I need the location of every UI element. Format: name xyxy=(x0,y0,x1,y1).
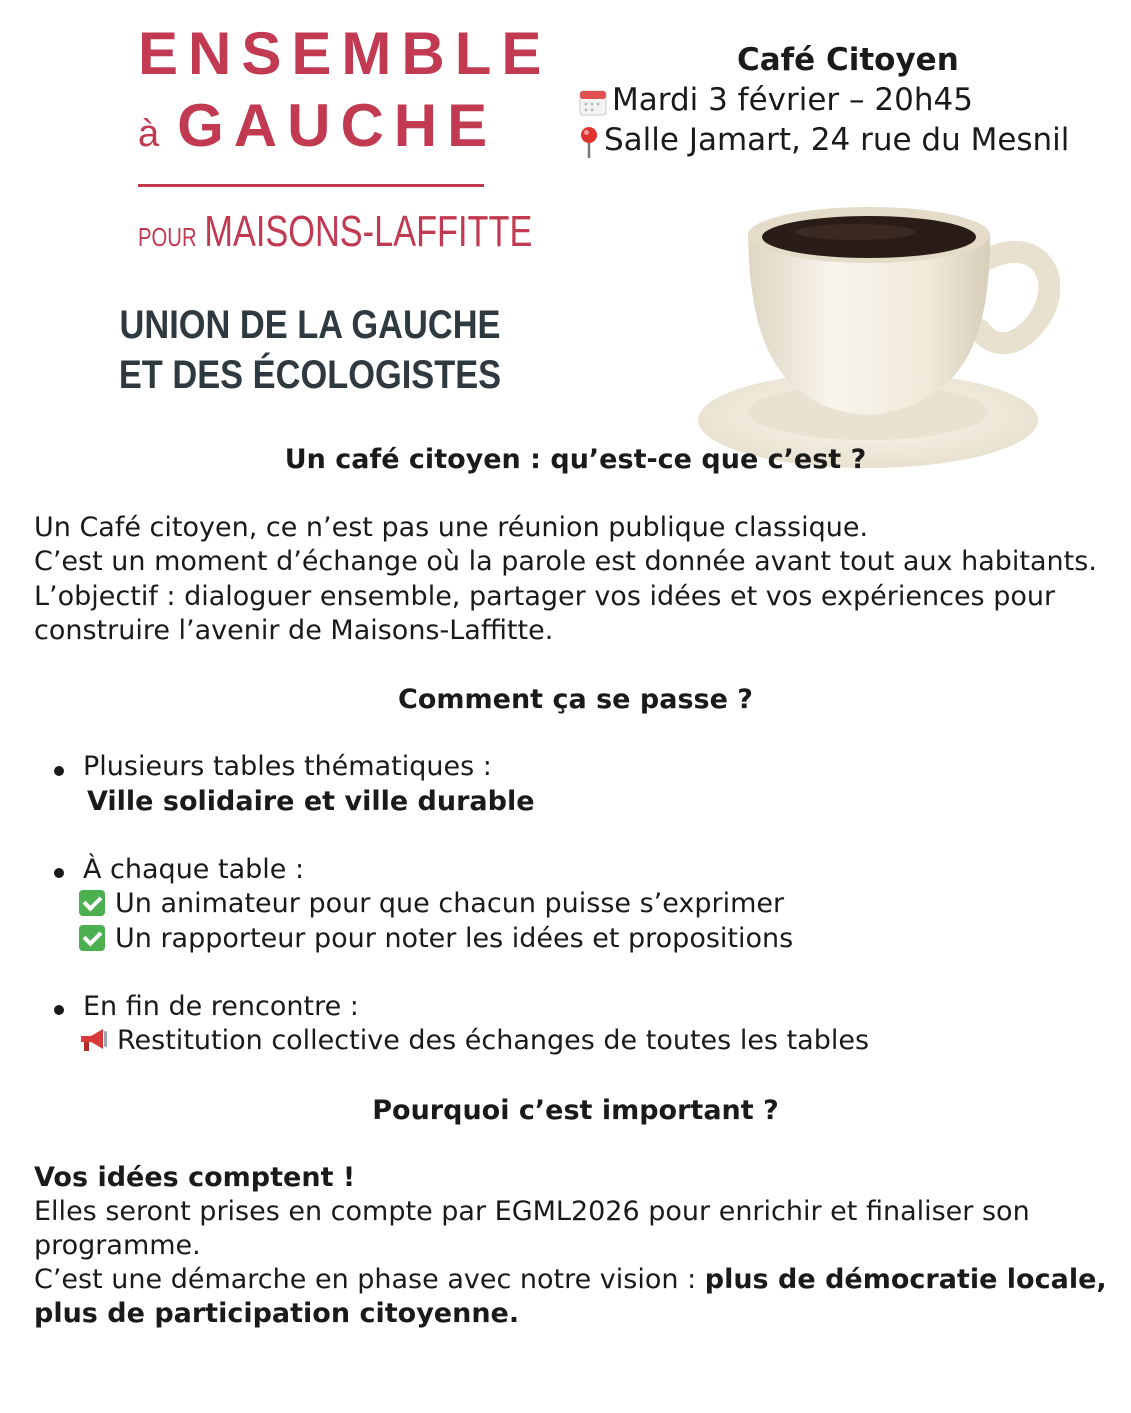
why-line-2: programme. xyxy=(34,1230,201,1261)
why-lead: Vos idées comptent ! xyxy=(34,1162,356,1193)
check-item-text: Un animateur pour que chacun puisse s’exprimer xyxy=(115,888,785,919)
section-heading-what: Un café citoyen : qu’est-ce que c’est ? xyxy=(284,444,867,475)
check-icon xyxy=(79,925,105,951)
union-title: UNION DE LA GAUCHE ET DES ÉCOLOGISTES xyxy=(118,303,502,397)
event-title: Café Citoyen xyxy=(737,42,959,78)
logo-divider xyxy=(138,184,484,187)
event-date xyxy=(578,80,973,120)
bullet-tables-detail: Ville solidaire et ville durable xyxy=(87,786,535,817)
logo-line-ensemble: ENSEMBLE xyxy=(138,20,552,87)
logo-a: à xyxy=(138,113,160,155)
logo-gauche-text: GAUCHE xyxy=(177,92,498,159)
bullet-dot xyxy=(54,1005,64,1015)
section-heading-why: Pourquoi c’est important ? xyxy=(372,1095,779,1126)
event-place-text: Salle Jamart, 24 rue du Mesnil xyxy=(604,122,1070,158)
section-heading-how: Comment ça se passe ? xyxy=(398,684,753,715)
bullet-dot xyxy=(54,868,64,878)
logo-line-gauche xyxy=(138,94,497,166)
check-item-animateur xyxy=(79,887,784,922)
why-line-3-normal: C’est une démarche en phase avec notre vision : xyxy=(34,1264,705,1295)
megaphone-item-text: Restitution collective des échanges de toutes les tables xyxy=(117,1025,870,1056)
bullet-each-table-label: À chaque table : xyxy=(83,854,305,885)
logo-pour: POUR xyxy=(138,222,197,252)
why-line-1: Elles seront prises en compte par EGML2026 pour enrichir et finaliser son xyxy=(34,1196,1030,1227)
why-line-4: plus de participation citoyenne. xyxy=(34,1298,520,1329)
intro-line-2: C’est un moment d’échange où la parole est donnée avant tout aux habitants. xyxy=(34,546,1097,577)
check-item-text: Un rapporteur pour noter les idées et propositions xyxy=(115,923,794,954)
why-line-3-bold: plus de démocratie locale, xyxy=(704,1264,1107,1295)
logo-line-city xyxy=(138,208,532,261)
coffee-cup-illustration xyxy=(690,180,1060,480)
why-line-3 xyxy=(34,1263,1107,1298)
intro-line-4: construire l’avenir de Maisons-Laffitte. xyxy=(34,615,554,646)
check-item-rapporteur xyxy=(79,922,793,957)
bullet-dot xyxy=(54,766,64,776)
intro-line-1: Un Café citoyen, ce n’est pas une réunion publique classique. xyxy=(34,512,869,543)
check-icon xyxy=(79,890,105,916)
event-place xyxy=(578,120,1069,160)
pin-icon xyxy=(578,125,600,159)
intro-line-3: L’objectif : dialoguer ensemble, partager vos idées et vos expériences pour xyxy=(34,581,1056,612)
megaphone-item xyxy=(79,1024,869,1059)
event-date-text: Mardi 3 février – 20h45 xyxy=(612,82,973,118)
bullet-end-label: En fin de rencontre : xyxy=(83,991,359,1022)
megaphone-icon xyxy=(79,1027,109,1053)
logo-city-text: MAISONS-LAFFITTE xyxy=(204,207,533,256)
calendar-icon xyxy=(578,87,608,117)
bullet-tables-label: Plusieurs tables thématiques : xyxy=(83,751,492,782)
